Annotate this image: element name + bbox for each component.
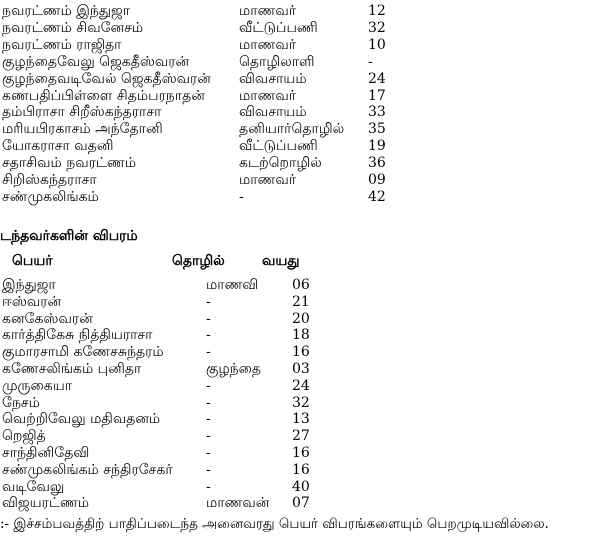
row-job: வீட்டுப்பணி xyxy=(239,19,318,36)
row-job: - xyxy=(206,344,211,361)
row-name: நேசம் xyxy=(2,394,40,411)
row-job: மாணவர் xyxy=(239,172,297,188)
row-name: முருகையா xyxy=(2,377,73,394)
row-age: 24 xyxy=(292,377,310,394)
row-job: கடற்றொழில் xyxy=(239,155,322,172)
row-name: நவரட்ணம் ராஜிதா xyxy=(2,36,122,53)
row-age: 32 xyxy=(368,19,386,36)
row-job: - xyxy=(206,327,211,344)
row-name: நவரட்ணம் இந்துஜா xyxy=(2,3,131,19)
row-age: 16 xyxy=(292,344,310,361)
row-name: கனகேஸ்வரன் xyxy=(2,310,93,327)
row-name: கணேசலிங்கம் புனிதா xyxy=(2,361,142,377)
row-job: தொழிலாளி xyxy=(239,53,315,70)
row-job: - xyxy=(206,394,211,411)
row-name: வடிவேலு xyxy=(2,478,65,495)
row-name: சாந்தினிதேவி xyxy=(2,445,90,461)
row-name: குழந்தைவடிவேல் ஜெகதீஸ்வரன் xyxy=(2,70,211,87)
row-job: மாணவர் xyxy=(239,36,297,53)
row-age: - xyxy=(368,53,373,70)
row-job: வீட்டுப்பணி xyxy=(239,138,318,155)
row-job: - xyxy=(206,428,211,445)
row-age: 21 xyxy=(292,293,310,310)
row-job: விவசாயம் xyxy=(239,104,307,121)
row-age: 19 xyxy=(368,138,386,155)
row-job: - xyxy=(239,188,244,205)
row-name: சிறிஸ்கந்தராசா xyxy=(2,172,97,188)
row-name: சண்முகலிங்கம் சந்திரசேகர் xyxy=(2,461,173,478)
row-name: குமாரசாமி கணேசசுந்தரம் xyxy=(2,344,164,361)
row-job: - xyxy=(206,377,211,394)
row-job: மாணவர் xyxy=(239,3,297,19)
row-name: மரியபிரகாசம் அந்தோனி xyxy=(2,121,163,138)
row-age: 18 xyxy=(292,327,310,344)
row-name: ஈஸ்வரன் xyxy=(2,293,62,310)
row-age: 16 xyxy=(292,461,310,478)
row-age: 20 xyxy=(292,310,310,327)
row-job: மாணவி xyxy=(206,277,259,293)
column-header-name: பெயர் xyxy=(12,253,53,269)
row-age: 16 xyxy=(292,445,310,461)
row-age: 35 xyxy=(368,121,386,138)
row-age: 36 xyxy=(368,155,386,172)
row-name: சதாசிவம் நவரட்ணம் xyxy=(2,155,137,172)
row-job: - xyxy=(206,461,211,478)
row-job: - xyxy=(206,411,211,428)
row-name: தம்பிராசா சிறீஸ்கந்தராசா xyxy=(2,104,162,121)
row-job: - xyxy=(206,445,211,461)
row-age: 09 xyxy=(368,172,386,188)
row-age: 10 xyxy=(368,36,386,53)
footer-note: :- இச்சம்பவத்திற் பாதிப்படைந்த அனைவரது பெயர் விபரங்களையும் பெறமுடியவில்லை. xyxy=(0,516,549,532)
row-name: குழந்தைவேலு ஜெகதீஸ்வரன் xyxy=(2,53,190,70)
row-name: றெஜித் xyxy=(2,428,46,445)
row-name: சண்முகலிங்கம் xyxy=(2,188,99,205)
column-header-age: வயது xyxy=(262,253,300,269)
row-job: மாணவர் xyxy=(239,87,297,104)
row-age: 06 xyxy=(292,277,310,293)
row-age: 27 xyxy=(292,428,310,445)
row-name: இந்துஜா xyxy=(2,277,56,293)
row-name: கணபதிப்பிள்ளை சிதம்பரநாதன் xyxy=(2,87,205,104)
row-age: 13 xyxy=(292,411,310,428)
column-header-job: தொழில் xyxy=(172,253,225,269)
row-name: விஜயரட்ணம் xyxy=(2,495,90,512)
row-age: 12 xyxy=(368,3,386,19)
row-job: குழந்தை xyxy=(206,361,261,377)
row-job: மாணவன் xyxy=(206,495,270,512)
row-age: 40 xyxy=(292,478,310,495)
row-name: வெற்றிவேலு மதிவதனம் xyxy=(2,411,161,428)
row-name: கார்த்திகேசு நித்தியராசா xyxy=(2,327,153,344)
row-job: - xyxy=(206,310,211,327)
row-age: 03 xyxy=(292,361,310,377)
row-age: 07 xyxy=(292,495,310,512)
row-age: 32 xyxy=(292,394,310,411)
row-job: விவசாயம் xyxy=(239,70,307,87)
row-job: - xyxy=(206,293,211,310)
row-job: - xyxy=(206,478,211,495)
row-name: நவரட்ணம் சிவனேசம் xyxy=(2,19,144,36)
row-age: 33 xyxy=(368,104,386,121)
row-name: யோகராசா வதனி xyxy=(2,138,114,155)
row-job: தனியார்தொழில் xyxy=(239,121,345,138)
row-age: 42 xyxy=(368,188,386,205)
section-heading: டந்தவர்களின் விபரம் xyxy=(0,228,138,244)
row-age: 24 xyxy=(368,70,386,87)
row-age: 17 xyxy=(368,87,386,104)
